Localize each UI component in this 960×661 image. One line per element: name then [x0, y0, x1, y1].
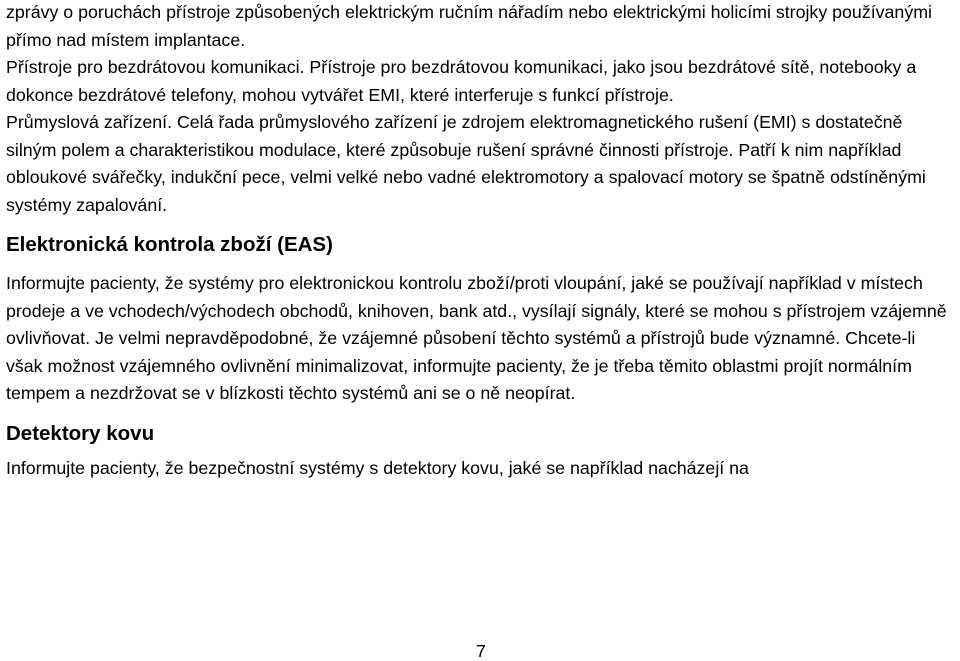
document-page — [6, 0, 951, 482]
heading-eas: Elektronická kontrola zboží (EAS) — [6, 233, 333, 256]
paragraph-wireless-communication: Přístroje pro bezdrátovou komunikaci. Přístroje pro bezdrátovou komunikaci, jako jsou bezdrátové sítě, notebooky a dokonce bezdrátové telefony, mohou vytvářet EMI, které interferuje s funkcí přístroje. — [6, 57, 917, 105]
paragraph-eas: Informujte pacienty, že systémy pro elektronickou kontrolu zboží/proti vloupání, jaké se používají například v místech prodeje a ve vchodech/východech obchodů, knihoven, bank atd., vysílají signály, které se mohou s přístrojem vzájemně ovlivňovat. Je velmi nepravděpodobné, že vzájemné působení těchto systémů a přístrojů bude významné. Chcete-li však možnost vzájemného ovlivnění minimalizovat, informujte pacienty, že je třeba těmito oblastmi projít normálním tempem a nezdržovat se v blízkosti těchto systémů ani se o ně neopírat. — [6, 273, 947, 403]
paragraph-shaver-interference: zprávy o poruchách přístroje způsobených elektrickým ručním nářadím nebo elektrickými holicími strojky používanými přímo nad místem implantace. — [6, 2, 932, 50]
page-number: 7 — [476, 641, 486, 661]
heading-metal-detectors: Detektory kovu — [6, 421, 155, 445]
paragraph-metal-detectors: Informujte pacienty, že bezpečnostní systémy s detektory kovu, jaké se například nacházejí na — [6, 457, 749, 478]
paragraph-industrial-equipment: Průmyslová zařízení. Celá řada průmyslového zařízení je zdrojem elektromagnetického rušení (EMI) s dostatečně silným polem a charakteristikou modulace, které způsobuje rušení správné činnosti přístroje. Patří k nim například obloukové svářečky, indukční pece, velmi velké nebo vadné elektromotory a spalovací motory se špatně odstíněnými systémy zapalování. — [6, 112, 926, 215]
